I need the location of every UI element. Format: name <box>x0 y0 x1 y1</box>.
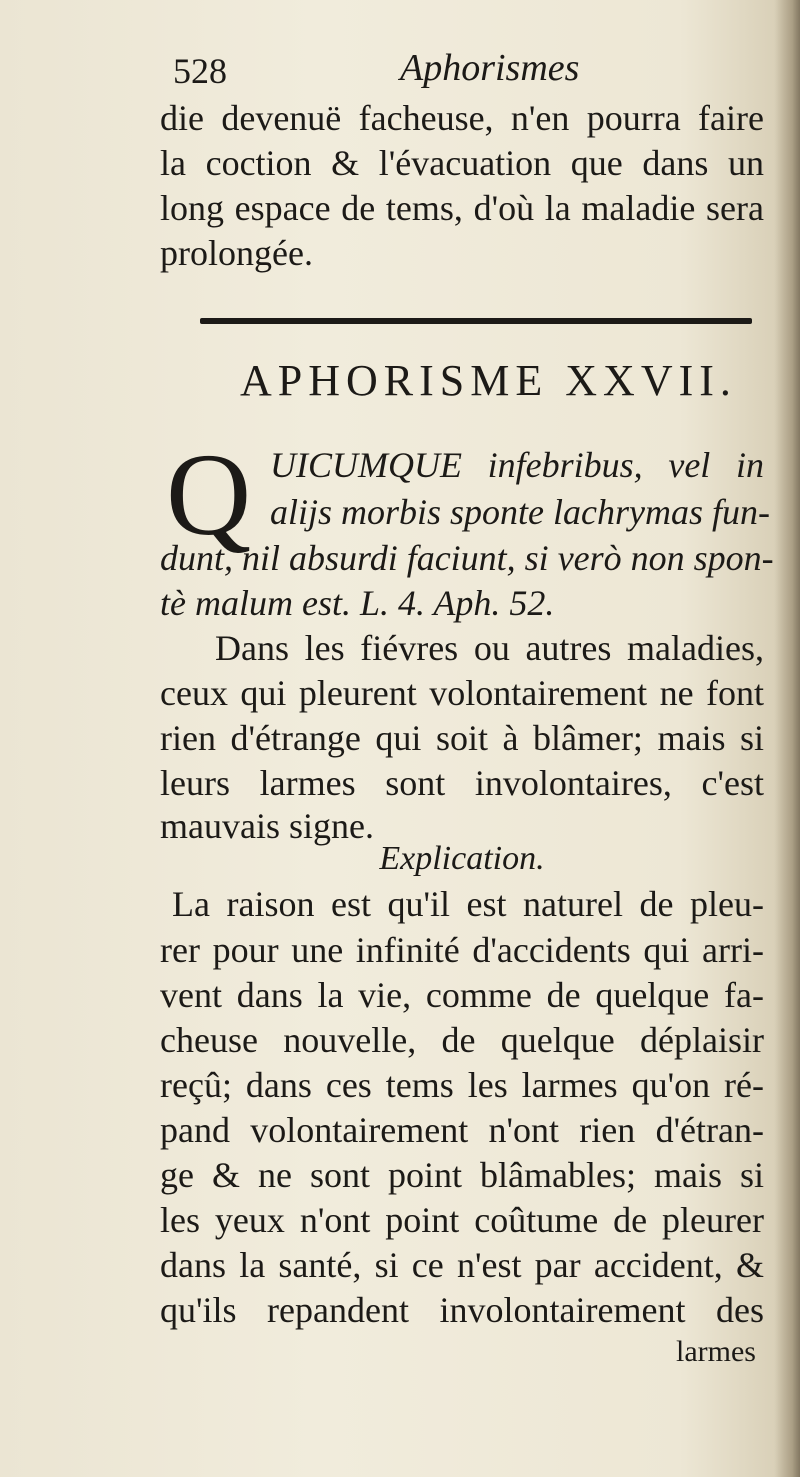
explanation-line: vent dans la vie, comme de quelque fa- <box>160 975 764 1015</box>
text-line: die devenuë facheuse, n'en pourra faire <box>160 98 764 138</box>
latin-line: dunt, nil absurdi faciunt, si verò non spon- <box>160 538 774 578</box>
text-line: prolongée. <box>160 233 313 273</box>
latin-line: UICUMQUE infebribus, vel in <box>270 445 764 485</box>
explanation-line: dans la santé, si ce n'est par accident, & <box>160 1245 764 1285</box>
translation-line: ceux qui pleurent volontairement ne font <box>160 673 764 713</box>
translation-line: Dans les fiévres ou autres maladies, <box>215 628 764 668</box>
drop-cap: Q <box>166 429 252 560</box>
translation-line: rien d'étrange qui soit à blâmer; mais si <box>160 718 764 758</box>
explanation-line: les yeux n'ont point coûtume de pleurer <box>160 1200 764 1240</box>
explanation-line: cheuse nouvelle, de quelque déplaisir <box>160 1020 764 1060</box>
explanation-line: La raison est qu'il est naturel de pleu- <box>172 884 764 924</box>
page-edge-shadow <box>774 0 800 1477</box>
text-line: long espace de tems, d'où la maladie sera <box>160 188 764 228</box>
page-number: 528 <box>173 51 227 91</box>
translation-line: leurs larmes sont involontaires, c'est <box>160 763 764 803</box>
explanation-line: reçû; dans ces tems les larmes qu'on ré- <box>160 1065 764 1105</box>
latin-line: alijs morbis sponte lachrymas fun- <box>270 492 770 532</box>
translation-line: mauvais signe. <box>160 806 374 846</box>
catchword: larmes <box>676 1335 756 1368</box>
explanation-line: qu'ils repandent involontairement des <box>160 1290 764 1330</box>
explanation-line: pand volontairement n'ont rien d'étran- <box>160 1110 764 1150</box>
section-rule <box>200 318 752 324</box>
text-line: la coction & l'évacuation que dans un <box>160 143 764 183</box>
explanation-line: rer pour une infinité d'accidents qui arri- <box>160 930 764 970</box>
running-title: Aphorismes <box>400 47 580 89</box>
aphorism-heading: APHORISME XXVII. <box>240 356 737 405</box>
explanation-line: ge & ne sont point blâmables; mais si <box>160 1155 764 1195</box>
latin-line: tè malum est. L. 4. Aph. 52. <box>160 583 555 623</box>
explanation-title: Explication. <box>379 840 545 877</box>
